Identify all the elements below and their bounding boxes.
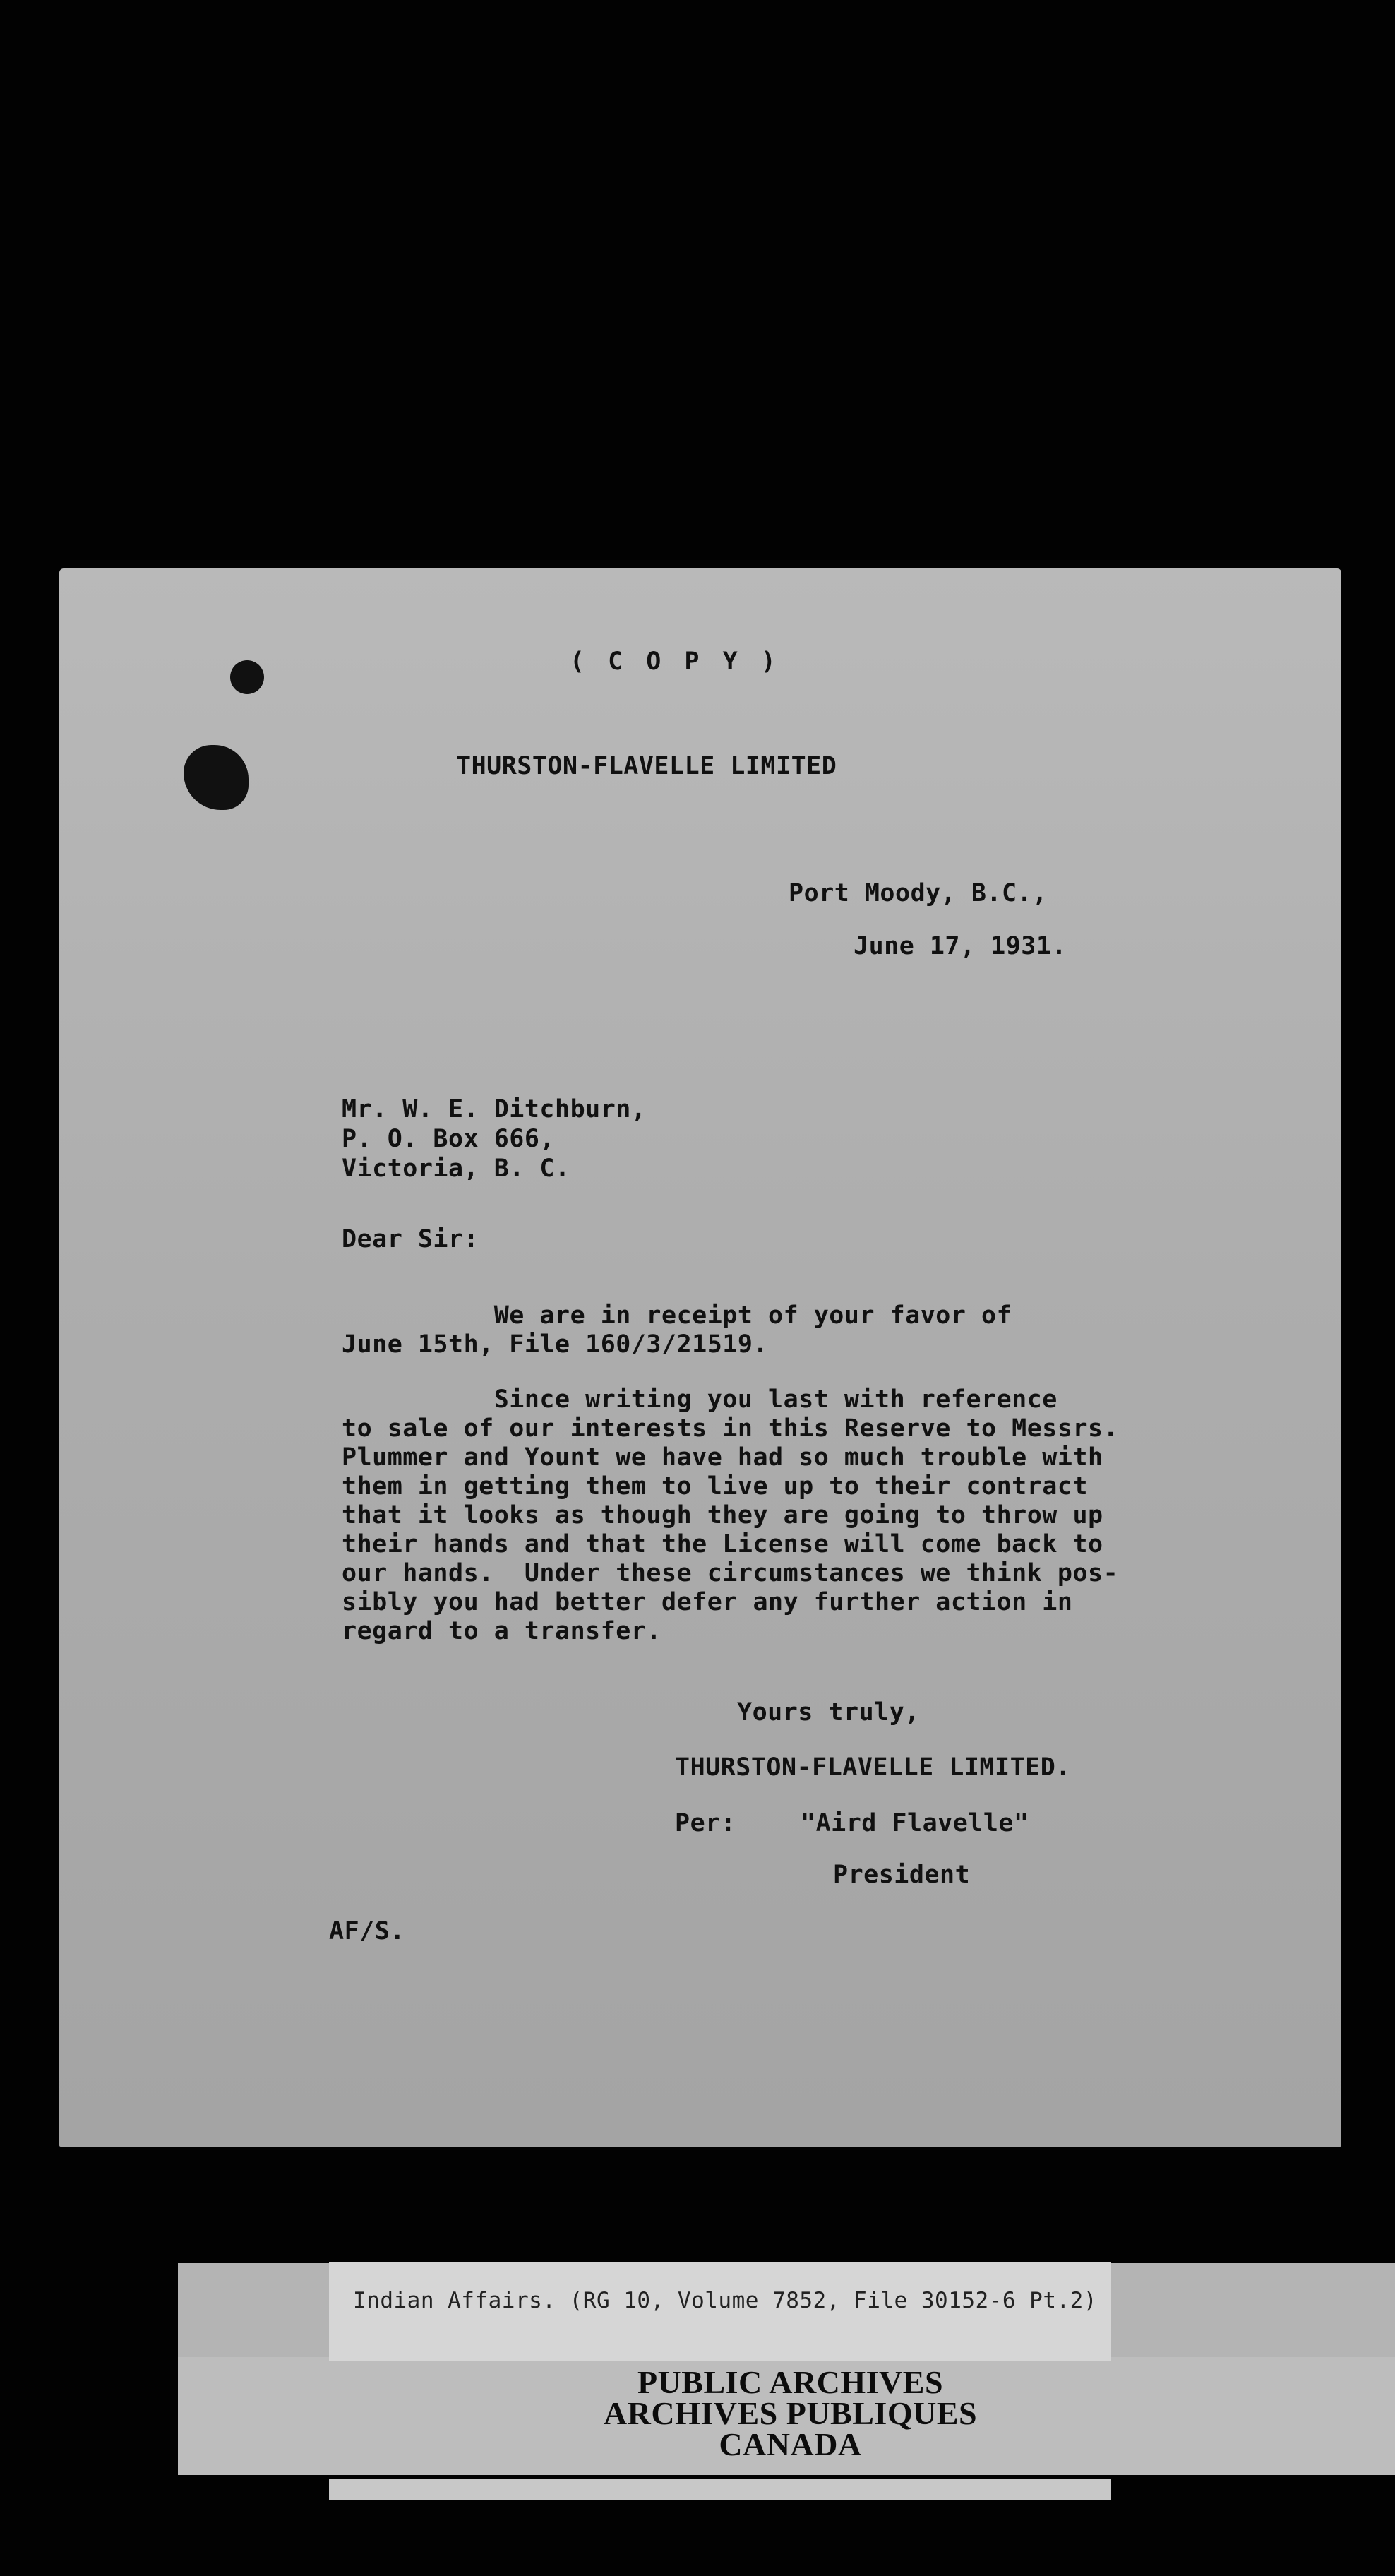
paragraph-receipt: We are in receipt of your favor of June 15th, File 160/3/21519. [342, 1301, 1012, 1359]
per-label: Per: [675, 1809, 736, 1837]
paragraph-body: Since writing you last with reference to sale of our interests in this Reserve to Messrs. Plummer and Yount we have had so much trouble with them in getting them to live up to their contract that it looks as though they are going to throw up their hands and that the License will come back to our hands. Under these circumstances we think pos- sibly you had better defer any further action in regard to a transfer. [342, 1385, 1119, 1645]
label-strip [329, 2479, 1111, 2500]
archive-name-fr: ARCHIVES PUBLIQUES [603, 2395, 978, 2431]
signature-title: President [833, 1861, 971, 1889]
archive-name-en: PUBLIC ARCHIVES [637, 2364, 944, 2400]
signature-name: "Aird Flavelle" [801, 1809, 1029, 1837]
archive-name [178, 2364, 1395, 2462]
letter-sheet [59, 568, 1341, 2147]
punch-hole-torn [184, 745, 249, 810]
recipient-box: P. O. Box 666, [342, 1125, 556, 1153]
typist-initials: AF/S. [329, 1917, 405, 1945]
letter-place: Port Moody, B.C., [789, 879, 1048, 907]
letter-date: June 17, 1931. [854, 932, 1067, 960]
recipient-city: Victoria, B. C. [342, 1155, 570, 1183]
closing: Yours truly, [737, 1698, 920, 1727]
archive-country: CANADA [719, 2426, 862, 2462]
letterhead: THURSTON-FLAVELLE LIMITED [456, 752, 837, 780]
copy-mark: ( C O P Y ) [570, 648, 780, 676]
recipient-name: Mr. W. E. Ditchburn, [342, 1095, 647, 1123]
archive-reference: Indian Affairs. (RG 10, Volume 7852, File 30152-6 Pt.2) [353, 2288, 1097, 2313]
punch-hole-top [230, 660, 264, 694]
salutation: Dear Sir: [342, 1225, 479, 1253]
signature-company: THURSTON-FLAVELLE LIMITED. [675, 1753, 1071, 1782]
